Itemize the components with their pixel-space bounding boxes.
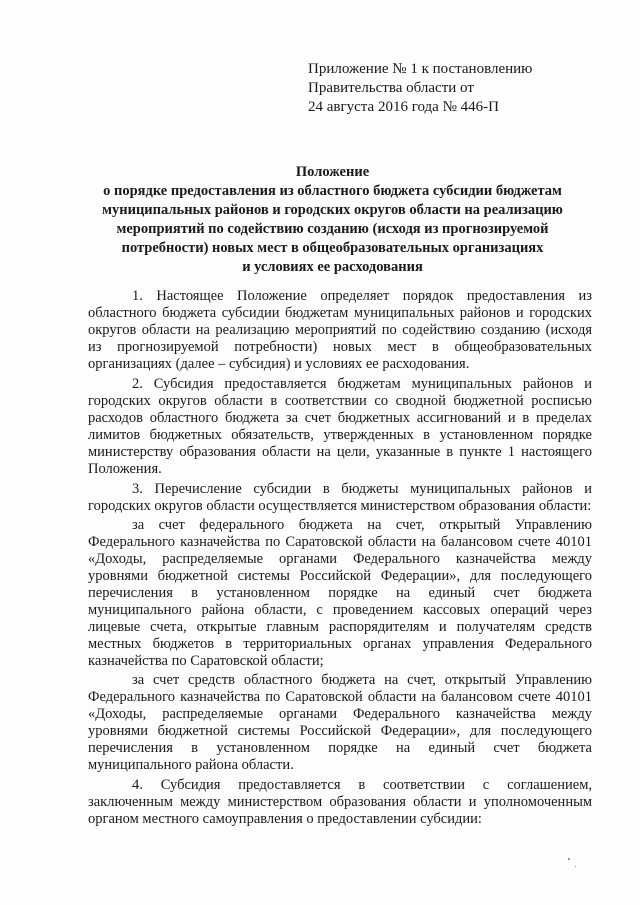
document-body: [88, 288, 592, 828]
paragraph-3-regional: за счет средств областного бюджета на счет, открытый Управлению Федерального казначейства по Саратовской области на балансовом счете 40101 «Доходы, распределяемые органами Федерального казначейства между уровнями бюджетной системы Российской Федерации», для последующего перечисления в установленном порядке на единый счет бюджета муниципального района области.: [88, 672, 592, 773]
paragraph-2: 2. Субсидия предоставляется бюджетам муниципальных районов и городских округов области в соответствии со сводной бюджетной росписью расходов областного бюджета за счет бюджетных ассигнований и в пределах лимитов бюджетных обязательств, утвержденных в установленном порядке министерству образования области на цели, указанные в пункте 1 настоящего Положения.: [88, 376, 592, 477]
title-line-2: о порядке предоставления из областного бюджета субсидии бюджетам: [103, 183, 562, 199]
title-line-1: Положение: [295, 164, 370, 180]
scan-speck: [575, 866, 576, 867]
title-line-6: и условиях ее расходования: [242, 259, 423, 275]
scan-speck: [568, 858, 570, 860]
paragraph-3: 3. Перечисление субсидии в бюджеты муниципальных районов и городских округов области осуществляется министерством образования области:: [88, 481, 592, 514]
paragraph-1: 1. Настоящее Положение определяет порядок предоставления из областного бюджета субсидии бюджетам муниципальных районов и городских округов области на реализацию мероприятий по содействию созданию (исходя из прогнозируемой потребности) новых мест в общеобразовательных организациях (далее – субсидия) и условиях ее расходования.: [88, 288, 592, 372]
approval-line-2: Правительства области от: [308, 80, 474, 96]
title-line-3: муниципальных районов и городских округов области на реализацию: [102, 202, 563, 218]
approval-line-3: 24 августа 2016 года № 446-П: [308, 99, 499, 115]
title-line-4: мероприятий по содействию созданию (исходя из прогнозируемой: [116, 221, 549, 237]
paragraph-3-federal: за счет федерального бюджета на счет, открытый Управлению Федерального казначейства по Саратовской области на балансовом счете 40101 «Доходы, распределяемые органами Федерального казначейства между уровнями бюджетной системы Российской Федерации», для последующего перечисления в установленном порядке на единый счет бюджета муниципального района области, с проведением кассовых операций через лицевые счета, открытые главным распорядителям и получателям средств местных бюджетов в территориальных органах управления Федерального казначейства по Саратовской области;: [88, 517, 592, 669]
approval-line-1: Приложение № 1 к постановлению: [308, 61, 533, 77]
paragraph-4: 4. Субсидия предоставляется в соответствии с соглашением, заключенным между министерством образования области и уполномоченным органом местного самоуправления о предоставлении субсидии:: [88, 777, 592, 827]
document-title: [60, 163, 605, 277]
title-line-5: потребности) новых мест в общеобразовательных организациях: [121, 240, 544, 256]
approval-block: [308, 60, 608, 117]
